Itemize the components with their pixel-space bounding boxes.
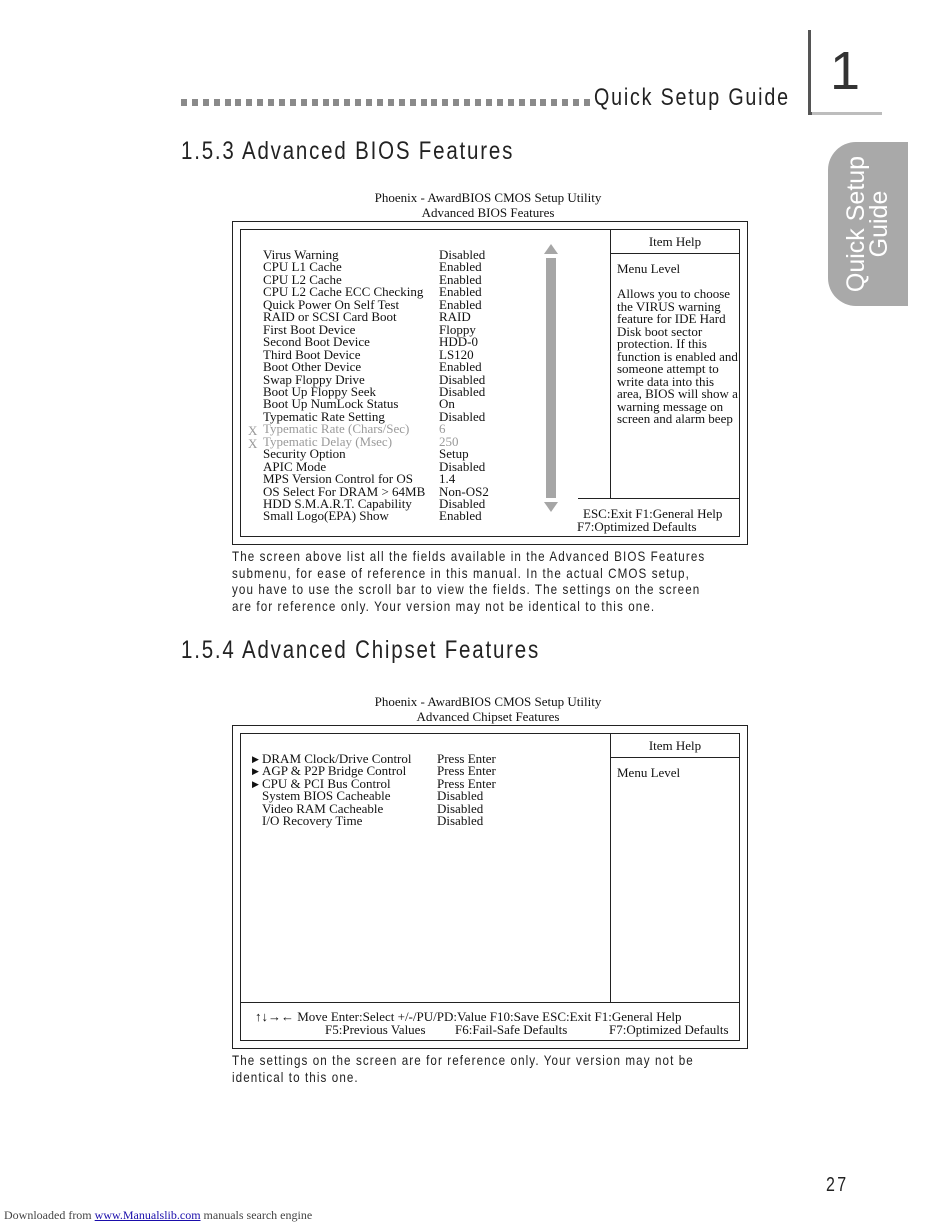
setting-value[interactable]: 1.4: [439, 471, 456, 487]
header-title: Quick Setup Guide: [594, 84, 790, 111]
submenu-arrow-icon: ▶: [252, 766, 259, 777]
setting-label: Typematic Rate Setting: [263, 408, 385, 424]
help-line: protection. If this: [617, 336, 707, 351]
paragraph-line: The settings on the screen are for reference only. Your version may not be: [232, 1052, 694, 1068]
bios-inner-frame: [240, 733, 740, 1041]
page-number: 27: [826, 1174, 849, 1196]
scrollbar-track[interactable]: [546, 258, 556, 498]
item-help-header: Item Help: [611, 230, 739, 254]
keys-previous-values: F5:Previous Values: [325, 1022, 426, 1037]
setting-label: Typematic Rate (Chars/Sec): [263, 421, 410, 437]
setting-value[interactable]: Disabled: [439, 371, 486, 387]
setting-value[interactable]: Press Enter: [437, 763, 496, 779]
scroll-down-arrow-icon[interactable]: [544, 502, 558, 512]
setting-value[interactable]: Disabled: [439, 247, 486, 262]
setting-label: Security Option: [263, 446, 346, 462]
setting-value[interactable]: RAID: [439, 309, 471, 325]
paragraph-line: The screen above list all the fields available in the Advanced BIOS Features: [232, 548, 706, 564]
help-line: function is enabled and: [617, 348, 738, 364]
setting-label: DRAM Clock/Drive Control: [262, 751, 412, 766]
section-heading-bios-features: 1.5.3 Advanced BIOS Features: [181, 137, 515, 165]
setting-value[interactable]: 6: [439, 421, 446, 437]
paragraph-line: you have to use the scroll bar to view the fields. The settings on the screen: [232, 581, 701, 598]
scroll-up-arrow-icon[interactable]: [544, 244, 558, 254]
help-line: the VIRUS warning: [617, 298, 721, 314]
setting-value[interactable]: Enabled: [439, 296, 482, 312]
setting-label: Swap Floppy Drive: [263, 371, 365, 387]
paragraph-bios-features: [232, 548, 748, 614]
setting-label: HDD S.M.A.R.T. Capability: [263, 496, 412, 511]
item-help-header: Item Help: [611, 734, 739, 758]
download-credit: [4, 1208, 312, 1223]
setting-label: I/O Recovery Time: [262, 813, 363, 829]
disabled-x-marker: X: [248, 435, 258, 451]
screen-title-line1: Phoenix - AwardBIOS CMOS Setup Utility: [374, 190, 602, 205]
setting-value[interactable]: Enabled: [439, 508, 482, 524]
setting-value[interactable]: Non-OS2: [439, 483, 489, 499]
help-line: someone attempt to: [617, 361, 719, 376]
keys-optimized-defaults: F7:Optimized Defaults: [609, 1022, 729, 1037]
setting-value[interactable]: Disabled: [437, 813, 484, 829]
setting-value[interactable]: Disabled: [437, 788, 484, 804]
setting-label: RAID or SCSI Card Boot: [263, 309, 397, 325]
keys-divider: [578, 498, 739, 499]
manualslib-link[interactable]: www.Manualslib.com: [94, 1208, 201, 1222]
setting-label: Quick Power On Self Test: [263, 296, 400, 312]
help-menu-level: Menu Level: [617, 765, 681, 780]
download-prefix: Downloaded from: [4, 1208, 95, 1222]
side-tab-label: [842, 155, 893, 293]
side-tab-line2: Guide: [865, 190, 893, 258]
paragraph-line: submenu, for ease of reference in this manual. In the actual CMOS setup,: [232, 564, 690, 581]
chapter-box-shadow: [812, 112, 882, 115]
screen-title-bios: [233, 190, 743, 220]
bios-screen-advanced-features: [232, 221, 748, 545]
help-line: write data into this: [617, 373, 715, 389]
setting-label: Second Boot Device: [263, 334, 370, 350]
screen-title-chipset: [233, 694, 743, 724]
setting-value[interactable]: Disabled: [439, 458, 486, 474]
setting-value[interactable]: Setup: [439, 446, 469, 462]
submenu-arrow-icon: ▶: [252, 754, 259, 764]
side-tab-line1: Quick Setup: [842, 155, 870, 293]
paragraph-chipset-features: [232, 1052, 748, 1085]
help-line: feature for IDE Hard: [617, 311, 726, 326]
setting-value[interactable]: 250: [439, 433, 459, 449]
setting-label: AGP & P2P Bridge Control: [262, 763, 407, 779]
setting-value[interactable]: Enabled: [439, 259, 482, 275]
setting-value[interactable]: Disabled: [439, 383, 486, 399]
section-heading-chipset-features: 1.5.4 Advanced Chipset Features: [181, 636, 541, 664]
setting-label: System BIOS Cacheable: [262, 788, 391, 804]
keys-failsafe-defaults: F6:Fail-Safe Defaults: [455, 1022, 568, 1037]
paragraph-line: identical to this one.: [232, 1068, 359, 1085]
setting-label: MPS Version Control for OS: [263, 471, 414, 487]
setting-value[interactable]: HDD-0: [439, 334, 478, 350]
keys-line1: ESC:Exit F1:General Help: [583, 506, 723, 521]
help-line: area, BIOS will show a: [617, 386, 738, 401]
setting-label: Boot Up NumLock Status: [263, 396, 399, 412]
download-suffix: manuals search engine: [200, 1208, 313, 1222]
setting-value[interactable]: Press Enter: [437, 775, 496, 791]
setting-label: Small Logo(EPA) Show: [263, 508, 389, 524]
help-line: warning message on: [617, 398, 724, 414]
help-description: [617, 288, 738, 426]
screen-title-line1: Phoenix - AwardBIOS CMOS Setup Utility: [374, 694, 602, 709]
screen-title-line2: Advanced Chipset Features: [416, 709, 560, 724]
help-menu-level: Menu Level: [617, 261, 681, 276]
paragraph-line: are for reference only. Your version may not be identical to this one.: [232, 597, 656, 614]
setting-label: Boot Up Floppy Seek: [263, 383, 377, 399]
setting-label: CPU & PCI Bus Control: [262, 775, 391, 791]
setting-label: OS Select For DRAM > 64MB: [263, 483, 426, 499]
setting-label: Typematic Delay (Msec): [263, 433, 393, 449]
setting-label: CPU L1 Cache: [263, 259, 342, 275]
setting-value[interactable]: Enabled: [439, 359, 482, 375]
setting-value[interactable]: Disabled: [439, 408, 486, 424]
help-line: Disk boot sector: [617, 323, 703, 339]
setting-label: First Boot Device: [263, 321, 356, 337]
setting-value[interactable]: LS120: [439, 346, 474, 362]
setting-value[interactable]: Disabled: [437, 800, 484, 816]
setting-label: Video RAM Cacheable: [262, 800, 384, 816]
setting-value[interactable]: Enabled: [439, 271, 482, 287]
help-line: Allows you to choose: [617, 286, 731, 301]
bios-inner-frame: [240, 229, 740, 537]
setting-value[interactable]: Floppy: [439, 321, 476, 337]
header-dot-rule: [181, 99, 590, 106]
keys-divider: [241, 1002, 739, 1003]
disabled-x-marker: X: [248, 423, 258, 439]
setting-label: Boot Other Device: [263, 359, 362, 375]
bios-screen-chipset-features: [232, 725, 748, 1049]
setting-value[interactable]: Enabled: [439, 284, 482, 300]
screen-title-line2: Advanced BIOS Features: [421, 205, 555, 220]
help-line: screen and alarm beep: [617, 411, 733, 426]
item-help-panel: [610, 734, 739, 1002]
setting-label: CPU L2 Cache ECC Checking: [263, 284, 424, 300]
setting-label: CPU L2 Cache: [263, 271, 342, 287]
item-help-panel: [610, 230, 739, 498]
setting-value[interactable]: On: [439, 396, 455, 412]
setting-value[interactable]: Press Enter: [437, 751, 496, 766]
setting-label: Third Boot Device: [263, 346, 361, 362]
nav-arrows-icon: ↑↓→←: [255, 1009, 294, 1024]
submenu-arrow-icon: ▶: [252, 778, 259, 789]
keys-line2: F7:Optimized Defaults: [577, 519, 697, 534]
setting-label: Virus Warning: [263, 247, 339, 262]
chapter-number: 1: [830, 41, 861, 101]
keys-line1-text: Move Enter:Select +/-/PU/PD:Value F10:Save ESC:Exit F1:General Help: [297, 1009, 682, 1024]
setting-value[interactable]: Disabled: [439, 496, 486, 511]
setting-label: APIC Mode: [263, 458, 327, 474]
